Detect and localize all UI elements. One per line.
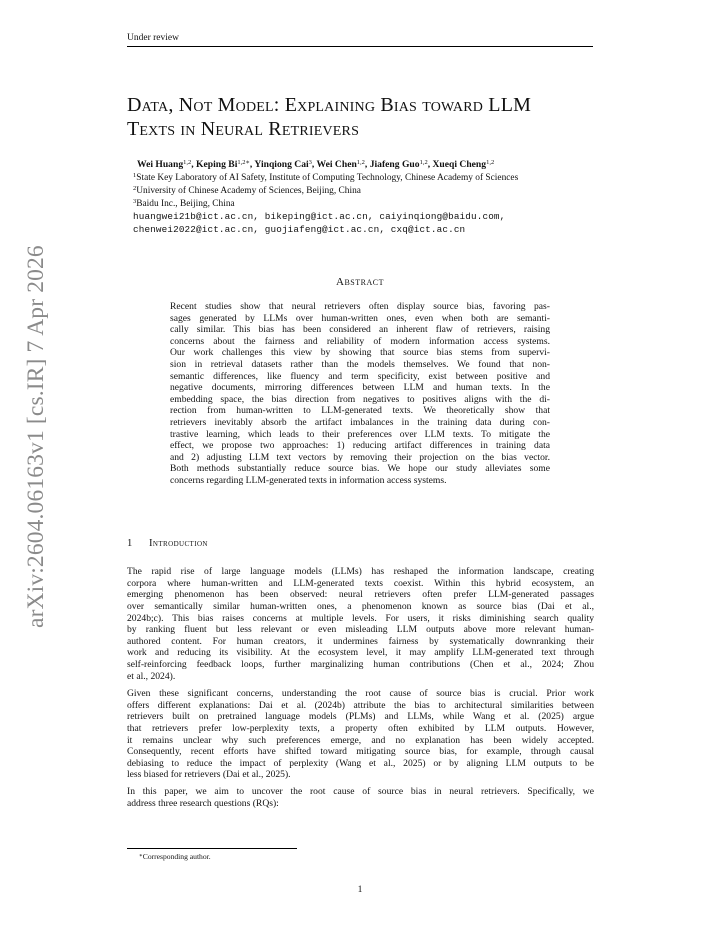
author-name: Xueqi Cheng bbox=[432, 159, 487, 170]
author-affil-sup: 1,2 bbox=[419, 159, 428, 166]
text-line: that retrievers prefer low-perplexity texts, a property often exhibited by LLM outputs. However, bbox=[127, 722, 594, 734]
title-line: Texts in Neural Retrievers bbox=[127, 118, 360, 140]
arxiv-stamp: arXiv:2604.06163v1 [cs.IR] 7 Apr 2026 bbox=[23, 245, 49, 628]
text-line: et al., 2024). bbox=[127, 670, 176, 682]
text-line: debiasing to reduce the impact of perplexity (Wang et al., 2025) or by aligning LLM outputs to be bbox=[127, 757, 594, 769]
text-line: authored content. For human creators, it undermines fairness by systematically downranking their bbox=[127, 635, 594, 647]
section-heading bbox=[127, 538, 208, 549]
email-line: chenwei2022@ict.ac.cn, guojiafeng@ict.ac.cn, cxq@ict.ac.cn bbox=[133, 224, 466, 235]
text-line: Both methods substantially reduce source bias. We hope our study alleviates some bbox=[170, 463, 550, 475]
text-line: sages generated by LLMs over human-written ones, even when both are semanti- bbox=[170, 312, 550, 324]
text-line: The rapid rise of large language models (LLMs) has reshaped the information landscape, creating bbox=[127, 566, 594, 577]
paragraph bbox=[127, 786, 594, 809]
text-line: Our work challenges this view by showing that source bias stems from supervi- bbox=[170, 347, 550, 359]
footnote-mark: ∗ bbox=[139, 853, 143, 859]
section-number: 1 bbox=[127, 538, 133, 549]
footnote-rule bbox=[127, 848, 297, 849]
text-line: embedding space, the bias direction from negatives to positives aligns with the di- bbox=[170, 393, 550, 405]
title-line: Data, Not Model: Explaining Bias toward LLM bbox=[127, 94, 532, 116]
text-line: In this paper, we aim to uncover the root cause of source bias in neural retrievers. Specifically, we bbox=[127, 786, 594, 797]
author-name: Keping Bi bbox=[196, 159, 238, 170]
text-line: trastive learning, which leads to their preferences over LLM texts. To mitigate the bbox=[170, 428, 550, 440]
running-header bbox=[127, 32, 593, 47]
affiliation bbox=[133, 198, 235, 209]
text-line: semantic differences, like fluency and term specificity, exist between positive and bbox=[170, 370, 550, 382]
text-line: corpora where human-written and LLM-generated texts coexist. Within this hybrid ecosystem, an bbox=[127, 577, 594, 589]
text-line: less biased for retrievers (Dai et al., 2025). bbox=[127, 769, 291, 781]
author-affil-sup: 1,2 bbox=[356, 159, 365, 166]
page-number: 1 bbox=[357, 884, 363, 895]
text-line: emerging phenomenon has been observed: neural retrievers often prefer LLM-generated passages bbox=[127, 589, 594, 601]
affiliation bbox=[133, 172, 518, 183]
text-line: retrievers built on pretrained language models (PLMs) and LLMs, while Wang et al. (2025) argue bbox=[127, 711, 594, 723]
text-line: over semantically similar human-written ones, a phenomenon known as source bias (Dai et al., bbox=[127, 600, 594, 612]
text-line: retrievers inevitably absorb the artifact imbalances in the training data during con- bbox=[170, 416, 550, 428]
abstract-body bbox=[170, 301, 550, 487]
text-line: sion in retrieval datasets rather than the models themselves. We found that non- bbox=[170, 358, 550, 370]
text-line: self-reinforcing feedback loops, further marginalizing human contributions (Chen et al., 2024; Zhou bbox=[127, 659, 594, 671]
text-line: address three research questions (RQs): bbox=[127, 797, 279, 809]
paper-title bbox=[127, 93, 607, 141]
author-name: Wei Huang bbox=[137, 159, 184, 170]
author-affil-sup: 3 bbox=[308, 159, 312, 166]
author-name: Wei Chen bbox=[316, 159, 357, 170]
corresponding-mark: ∗ bbox=[245, 159, 250, 166]
text-line: by ranking fluent but less relevant or even misleading LLM outputs above more relevant human- bbox=[127, 624, 594, 636]
affiliation-sup: 3 bbox=[133, 198, 137, 205]
affiliation-sup: 2 bbox=[133, 185, 137, 192]
footnote-text: Corresponding author. bbox=[142, 852, 211, 861]
affiliation bbox=[133, 185, 361, 196]
abstract-heading: Abstract bbox=[336, 276, 384, 288]
author-affil-sup: 1,2 bbox=[486, 159, 495, 166]
affiliation-text: State Key Laboratory of AI Safety, Institute of Computing Technology, Chinese Academy of Sciences bbox=[136, 173, 519, 183]
affiliation-sup: 1 bbox=[133, 172, 137, 179]
affiliation-text: Baidu Inc., Beijing, China bbox=[136, 199, 235, 209]
text-line: it remains unclear why such preferences emerge, and no explanation has been widely accepted. bbox=[127, 734, 594, 746]
text-line: offers different explanations: Dai et al. (2024b) attribute the bias to architectural similarities between bbox=[127, 699, 594, 711]
text-line: Consequently, recent efforts have shifted toward mitigating source bias, for example, through causal bbox=[127, 746, 594, 758]
header-label: Under review bbox=[127, 33, 179, 43]
email-line: huangwei21b@ict.ac.cn, bikeping@ict.ac.cn, caiyinqiong@baidu.com, bbox=[133, 211, 506, 222]
paragraph bbox=[127, 566, 594, 682]
author-name: Yinqiong Cai bbox=[254, 159, 309, 170]
author-name: Jiafeng Guo bbox=[369, 159, 420, 170]
text-line: negative documents, mirroring differences between LLM and human texts. In the bbox=[170, 382, 550, 394]
text-line: concerns regarding LLM-generated texts in information access systems. bbox=[170, 474, 447, 486]
section-title: Introduction bbox=[149, 538, 208, 549]
author-list: Wei Huang$^{1,2}$, Keping $Bi^{1,2∗}$, Yinqiong Cai$^3$, Wei Chen$^{1,2}$, Jiafeng Guo$^{1,2}$, Xueqi Cheng$^{1,2}$ bbox=[137, 159, 495, 170]
text-line: effect, we propose two approaches: 1) reducing artifact differences in training data bbox=[170, 440, 550, 452]
text-line: cally similar. This bias has been considered an inherent flaw of retrievers, raising bbox=[170, 324, 550, 336]
text-line: Given these significant concerns, understanding the root cause of source bias is crucial. Prior work bbox=[127, 688, 594, 699]
text-line: Recent studies show that neural retrievers often display source bias, favoring pas- bbox=[170, 301, 550, 312]
text-line: and 2) adjusting LLM text vectors by removing their projection on the bias vector. bbox=[170, 451, 550, 463]
paragraph bbox=[127, 688, 594, 781]
text-line: rection from human-written to LLM-generated texts. We theoretically show that bbox=[170, 405, 550, 417]
text-line: 2024b;c). This bias raises concerns at multiple levels. For users, it risks diminishing search quality bbox=[127, 612, 594, 624]
text-line: work and reducing its visibility. At the ecosystem level, it may amplify LLM-generated text through bbox=[127, 647, 594, 659]
footnote bbox=[139, 852, 211, 861]
affiliation-text: University of Chinese Academy of Sciences, Beijing, China bbox=[136, 186, 361, 196]
text-line: concerns about the fairness and reliability of modern information access systems. bbox=[170, 335, 550, 347]
author-affil-sup: 1,2 bbox=[237, 159, 246, 166]
author-affil-sup: 1,2 bbox=[183, 159, 192, 166]
